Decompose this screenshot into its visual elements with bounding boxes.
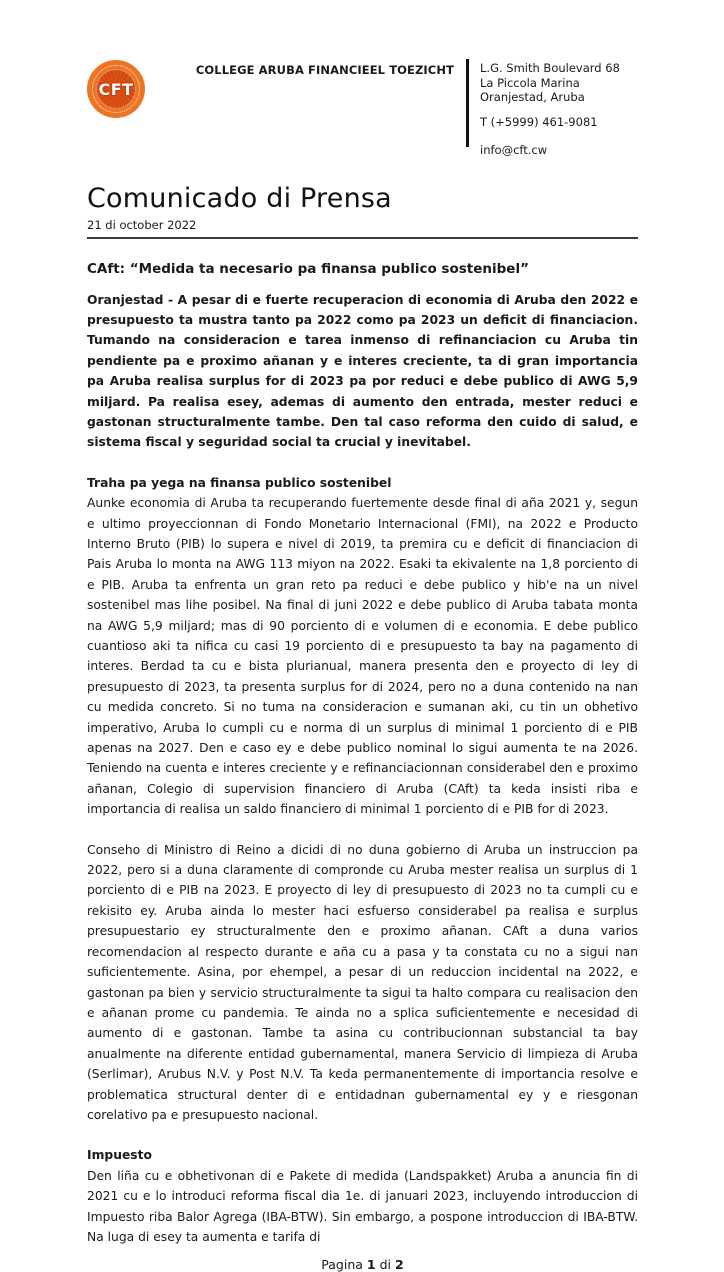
document-date: 21 di october 2022 xyxy=(87,218,638,239)
body-paragraph: Aunke economia di Aruba ta recuperando fuertemente desde final di aña 2021 y, segun e ultimo proyeccionnan di Fondo Monetario Internacional (FMI), na 2022 e Producto Interno Bruto (PIB) lo supera e nivel di 2019, ta premira cu e deficit di financiacion di Pais Aruba lo monta na AWG 113 miyon na 2022. Esaki ta ekivalente na 1,8 porciento di e PIB. Aruba ta enfrenta un gran reto pa reduci e debe publico y hib'e na un nivel sostenibel mas lihe posibel. Na final di juni 2022 e debe publico di Aruba tabata monta na AWG 5,9 miljard; mas di 90 porciento di e volumen di e economia. E debe publico cuantioso aki ta nifica cu casi 19 porciento di e presupuesto ta bay na pagamento di interes. Berdad ta cu e bista plurianual, manera presenta den e proyecto di ley di presupuesto di 2023, ta presenta surplus for di 2024, pero no a duna contenido na nan cu medida concreto. Si no tuma na consideracion e sumanan aki, cu tin un obhetivo imperativo, Aruba lo cumpli cu e norma di un surplus di minimal 1 porciento di e PIB apenas na 2027. Den e caso ey e debe publico nominal lo sigui aumenta te na 2026. Teniendo na cuenta e interes creciente y e refinanciacionnan considerabel den e proximo añanan, Colegio di supervision financiero di Aruba (CAft) ta keda insisti riba e importancia di realisa un saldo financiero di minimal 1 porciento di e PIB for di 2023. xyxy=(87,496,638,817)
organization-name: COLLEGE ARUBA FINANCIEEL TOEZICHT xyxy=(195,63,454,77)
document-title: Comunicado di Prensa xyxy=(87,182,392,214)
body-paragraph: Conseho di Ministro di Reino a dicidi di no duna gobierno di Aruba un instruccion pa 2022, pero si a duna claramente di compronde cu Aruba mester realisa un surplus di 1 porciento di e PIB na 2023. E proyecto di ley di presupuesto di 2023 no ta cumpli cu e rekisito ey. Aruba ainda lo mester haci esfuerso considerabel pa realisa e surplus presupuestario ey structuralmente den e proximo añanan. CAft a duna varios recomendacion al respecto durante e aña cu a pasa y ta constata cu no a sigui nan suficientemente. Asina, por ehempel, a pesar di un reduccion incidental na 2022, e gastonan pa bien y servicio structuralmente ta sigui ta halto compara cu realisacion den e añanan prome cu pandemia. Te ainda no a splica suficientemente e necesidad di aumento di e gastonan. Tambe ta asina cu contribucionnan substancial ta bay anualmente na diferente entidad gubernamental, manera Servicio di limpieza di Aruba (Serlimar), Arubus N.V. y Post N.V. Ta keda permanentemente di importancia resolve e problematica structural denter di e entidadnan gubernamental ey y e riesgonan corelativo pa e presupuesto nacional. xyxy=(87,842,638,1122)
footer-total-pages: 2 xyxy=(395,1257,404,1272)
footer-current-page: 1 xyxy=(366,1257,376,1272)
letterhead xyxy=(87,57,638,158)
phone-number: T (+5999) 461-9081 xyxy=(480,114,598,129)
cft-logo-inner xyxy=(96,69,136,109)
body-paragraph: Den liña cu e obhetivonan di e Pakete di medida (Landspakket) Aruba a anuncia fin di 2021 cu e lo introduci reforma fiscal dia 1e. di januari 2023, incluyendo introduccion di Impuesto riba Balor Agrega (IBA-BTW). Sin embargo, a pospone introduccion di IBA-BTW. Na luga di esey ta aumenta e tarifa di xyxy=(87,1168,638,1244)
lead-paragraph: Oranjestad - A pesar di e fuerte recuperacion di economia di Aruba den 2022 e presupuesto ta mustra tanto pa 2022 como pa 2023 un deficit di financiacion. Tumando na consideracion e tarea inmenso di refinanciacion cu Aruba tin pendiente pa e proximo añanan y e interes creciente, ta di gran importancia pa Aruba realisa surplus for di 2023 pa por reduci e debe publico di AWG 5,9 miljard. Pa realisa esey, ademas di aumento den entrada, mester reduci e gastonan structuralmente tambe. Den tal caso reforma den cuido di salud, e sistema fiscal y seguridad social ta crucial y inevitabel. xyxy=(87,292,638,450)
cft-logo-icon xyxy=(87,60,145,118)
address-line: L.G. Smith Boulevard 68 xyxy=(480,61,620,75)
section-heading-finansa: Traha pa yega na finansa publico sostenibel xyxy=(87,475,392,490)
page-number-footer xyxy=(87,1257,638,1272)
address-line: Oranjestad, Aruba xyxy=(480,90,585,104)
footer-prefix: Pagina xyxy=(321,1257,363,1272)
footer-separator: di xyxy=(379,1257,392,1272)
cft-logo-text: CFT xyxy=(98,79,134,99)
contact-block xyxy=(469,57,638,158)
section-heading-impuesto: Impuesto xyxy=(87,1148,152,1163)
press-headline: CAft: “Medida ta necesario pa finansa publico sostenibel” xyxy=(87,260,529,277)
address-line: La Piccola Marina xyxy=(480,75,580,90)
email-address: info@cft.cw xyxy=(480,143,548,157)
